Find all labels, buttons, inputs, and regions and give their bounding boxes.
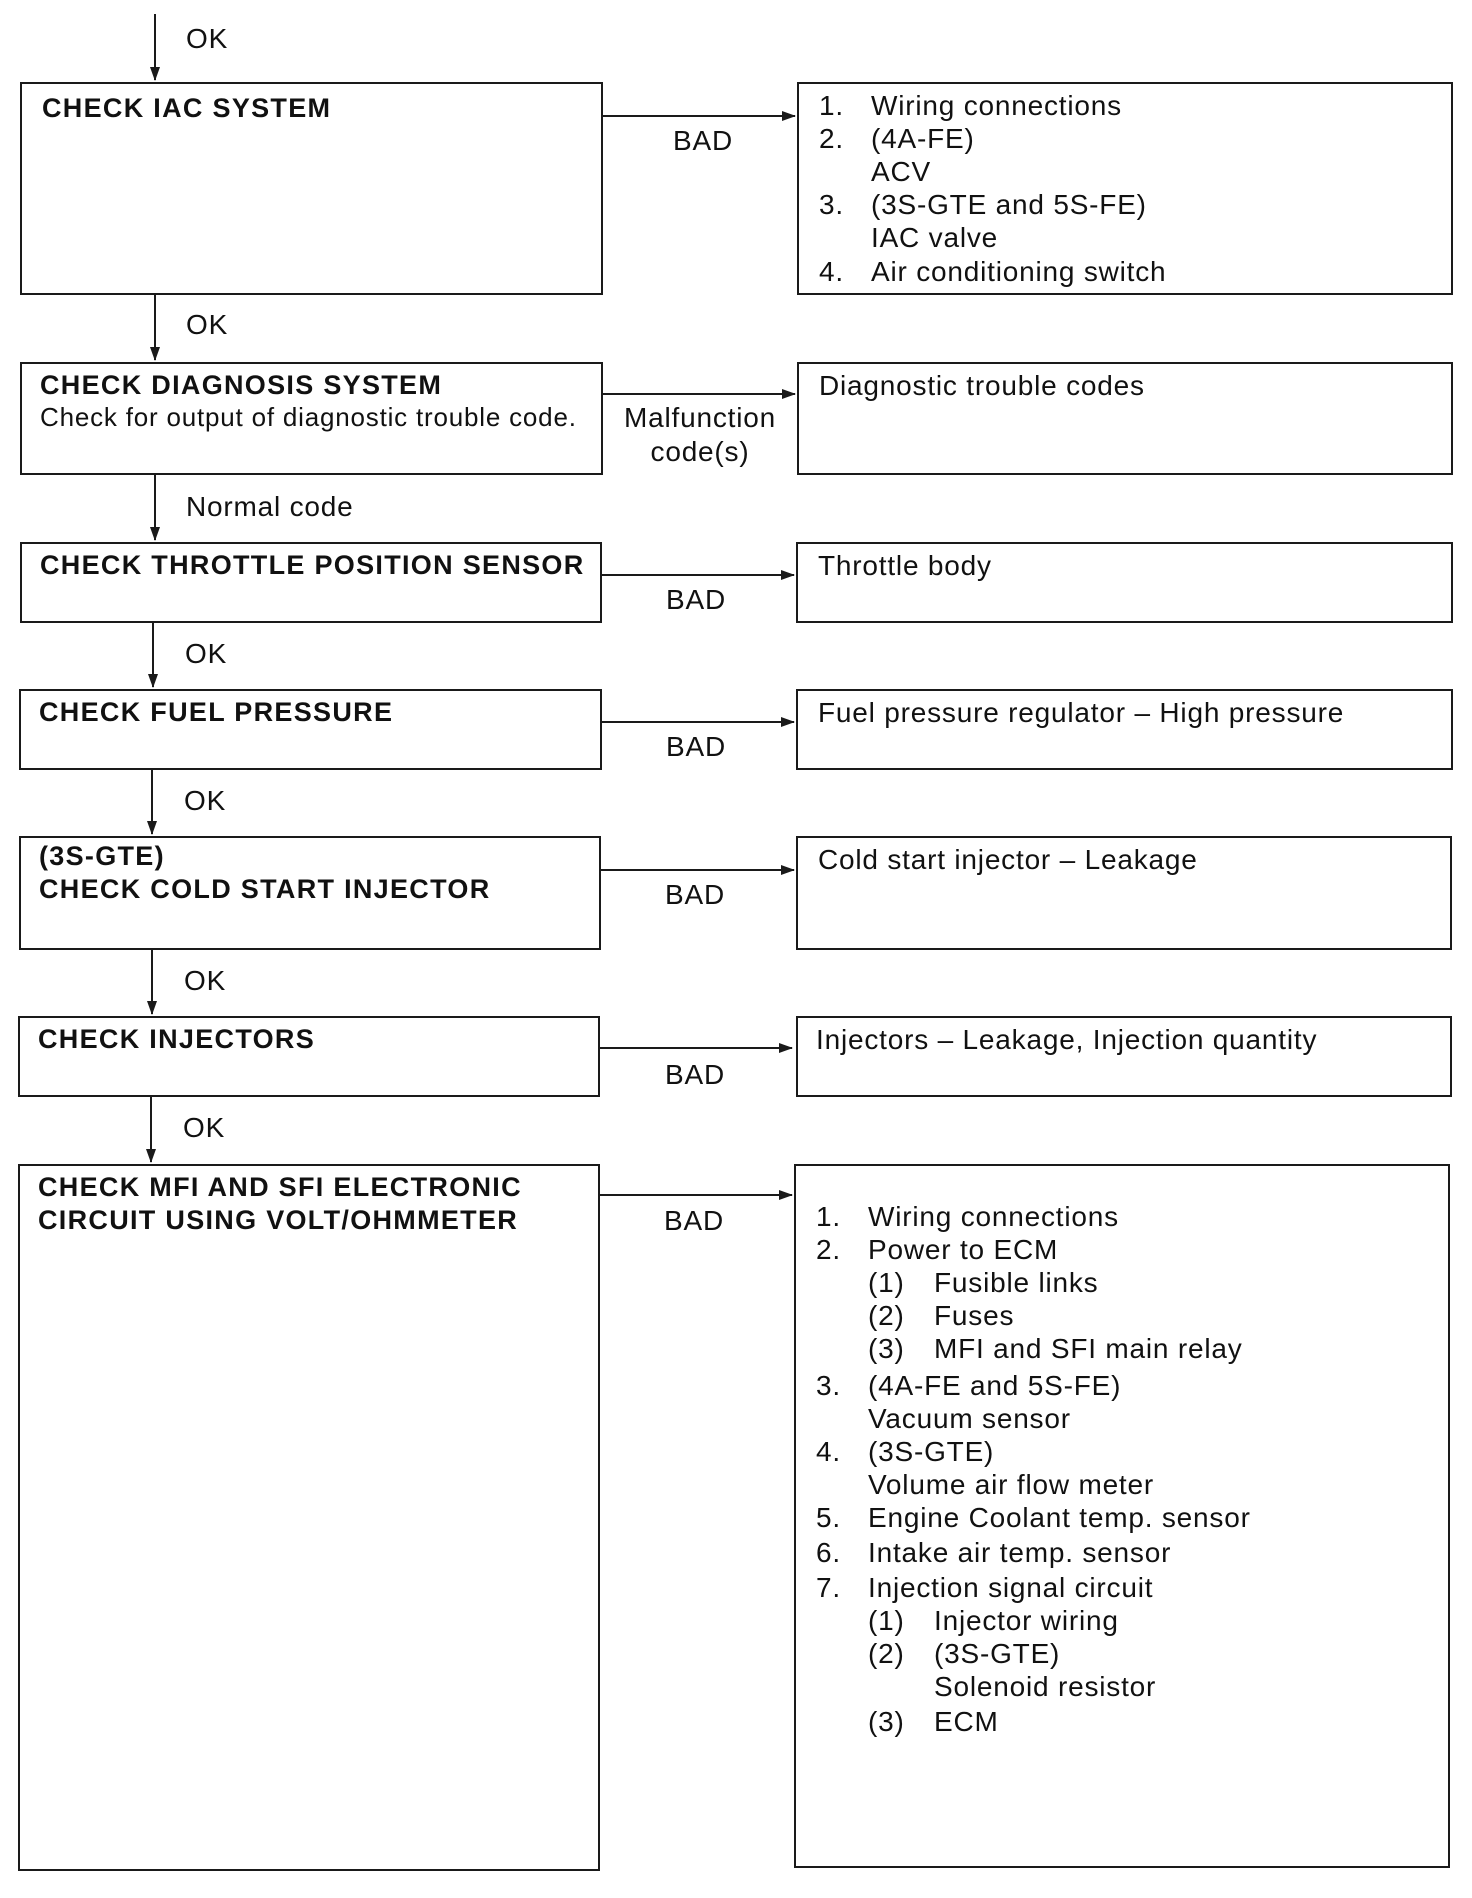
- step-box-iac: [20, 82, 603, 295]
- step-box-injectors: [18, 1016, 600, 1097]
- result-subitem: (1) Injector wiring: [868, 1605, 1119, 1636]
- pass-label-3: OK: [185, 638, 228, 669]
- pass-label-top: OK: [186, 23, 229, 54]
- step-box-cold-start: [19, 836, 601, 950]
- result-box-injectors: [796, 1016, 1452, 1097]
- result-box-iac: [797, 82, 1453, 295]
- result-item: 1. Wiring connections: [819, 90, 1122, 121]
- pass-label-2: Normal code: [186, 491, 354, 522]
- result-text: Cold start injector – Leakage: [818, 844, 1198, 875]
- result-item: 7. Injection signal circuit: [816, 1572, 1154, 1603]
- result-item-cont: IAC valve: [871, 222, 999, 253]
- step-title: CHECK DIAGNOSIS SYSTEM: [40, 370, 443, 400]
- result-text: Diagnostic trouble codes: [819, 370, 1145, 401]
- result-subitem: (3) MFI and SFI main relay: [868, 1333, 1243, 1364]
- result-item: 3. (3S-GTE and 5S-FE): [819, 189, 1147, 220]
- fail-label-4: BAD: [666, 731, 726, 762]
- step-title: CHECK INJECTORS: [38, 1024, 316, 1054]
- result-text: Throttle body: [818, 550, 992, 581]
- fail-label-5: BAD: [665, 879, 725, 910]
- fail-label-2: Malfunction code(s): [624, 402, 776, 467]
- result-subitem: (2) Fuses: [868, 1300, 1015, 1331]
- result-box-cold-start: [796, 836, 1452, 950]
- result-item-cont: ACV: [871, 156, 931, 187]
- step-subtitle: Check for output of diagnostic trouble code.: [40, 402, 577, 432]
- step-title: (3S-GTE) CHECK COLD START INJECTOR: [39, 841, 491, 904]
- result-item: 4. (3S-GTE): [816, 1436, 995, 1467]
- fail-label-6: BAD: [665, 1059, 725, 1090]
- pass-label-4: OK: [184, 785, 227, 816]
- pass-label-5: OK: [184, 965, 227, 996]
- result-item: 6. Intake air temp. sensor: [816, 1537, 1172, 1568]
- result-item: 1. Wiring connections: [816, 1201, 1119, 1232]
- step-box-diagnosis: [20, 362, 603, 475]
- pass-label-1: OK: [186, 309, 229, 340]
- result-item-cont: Vacuum sensor: [868, 1403, 1071, 1434]
- fail-label-1: BAD: [673, 125, 733, 156]
- result-item: 5. Engine Coolant temp. sensor: [816, 1502, 1251, 1533]
- step-box-fuel-pressure: [19, 689, 602, 770]
- step-title: CHECK IAC SYSTEM: [42, 93, 332, 123]
- pass-label-6: OK: [183, 1112, 226, 1143]
- result-subitem: (3) ECM: [868, 1706, 999, 1737]
- step-box-electronic-circuit: [18, 1164, 600, 1871]
- result-item-cont: Volume air flow meter: [868, 1469, 1155, 1500]
- step-box-throttle: [20, 542, 602, 623]
- result-subitem: (1) Fusible links: [868, 1267, 1099, 1298]
- result-box-fuel-pressure: [796, 689, 1453, 770]
- step-title: CHECK FUEL PRESSURE: [39, 697, 394, 727]
- result-item: 2. (4A-FE): [819, 123, 975, 154]
- result-item: 4. Air conditioning switch: [819, 256, 1167, 287]
- result-text: Injectors – Leakage, Injection quantity: [816, 1024, 1318, 1055]
- result-subitem: (2) (3S-GTE): [868, 1638, 1061, 1669]
- result-item: 3. (4A-FE and 5S-FE): [816, 1370, 1122, 1401]
- result-item: 2. Power to ECM: [816, 1234, 1059, 1265]
- step-title: CHECK THROTTLE POSITION SENSOR: [40, 550, 585, 580]
- result-text: Fuel pressure regulator – High pressure: [818, 697, 1345, 728]
- result-box-diagnosis: [797, 362, 1453, 475]
- step-title: CHECK MFI AND SFI ELECTRONIC CIRCUIT USING VOLT/OHMMETER: [38, 1172, 522, 1235]
- result-box-electronic-circuit: [794, 1164, 1450, 1868]
- result-item-cont: Solenoid resistor: [934, 1671, 1157, 1702]
- fail-label-3: BAD: [666, 584, 726, 615]
- result-box-throttle: [796, 542, 1453, 623]
- fail-label-7: BAD: [664, 1205, 724, 1236]
